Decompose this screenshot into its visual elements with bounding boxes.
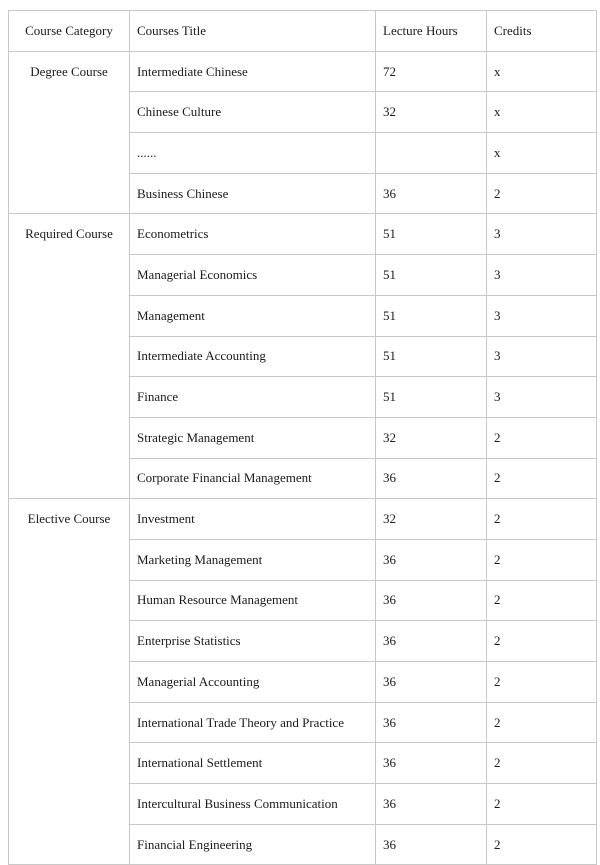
course-title-cell: International Settlement bbox=[130, 743, 376, 784]
course-title-cell: Investment bbox=[130, 499, 376, 540]
course-title-cell: Managerial Accounting bbox=[130, 662, 376, 703]
lecture-hours-cell: 51 bbox=[376, 377, 487, 418]
course-title-cell: International Trade Theory and Practice bbox=[130, 702, 376, 743]
course-title-cell: Human Resource Management bbox=[130, 580, 376, 621]
course-title-cell: Intercultural Business Communication bbox=[130, 784, 376, 825]
lecture-hours-cell: 32 bbox=[376, 499, 487, 540]
credits-cell: 2 bbox=[487, 580, 597, 621]
course-title-cell: Marketing Management bbox=[130, 539, 376, 580]
course-title-cell: Intermediate Chinese bbox=[130, 51, 376, 92]
credits-cell: x bbox=[487, 92, 597, 133]
credits-cell: 3 bbox=[487, 255, 597, 296]
header-course-category: Course Category bbox=[9, 11, 130, 52]
lecture-hours-cell: 36 bbox=[376, 824, 487, 865]
course-category-cell: Degree Course bbox=[9, 51, 130, 214]
credits-cell: 2 bbox=[487, 417, 597, 458]
credits-cell: 2 bbox=[487, 662, 597, 703]
lecture-hours-cell: 51 bbox=[376, 295, 487, 336]
course-title-cell: Intermediate Accounting bbox=[130, 336, 376, 377]
course-title-cell: Econometrics bbox=[130, 214, 376, 255]
course-title-cell: Management bbox=[130, 295, 376, 336]
header-courses-title: Courses Title bbox=[130, 11, 376, 52]
lecture-hours-cell: 36 bbox=[376, 173, 487, 214]
lecture-hours-cell: 72 bbox=[376, 51, 487, 92]
credits-cell: 2 bbox=[487, 702, 597, 743]
lecture-hours-cell: 36 bbox=[376, 784, 487, 825]
lecture-hours-cell: 32 bbox=[376, 92, 487, 133]
lecture-hours-cell: 36 bbox=[376, 743, 487, 784]
course-title-cell: Strategic Management bbox=[130, 417, 376, 458]
course-title-cell: ...... bbox=[130, 133, 376, 174]
lecture-hours-cell: 32 bbox=[376, 417, 487, 458]
table-row bbox=[9, 214, 597, 255]
lecture-hours-cell: 36 bbox=[376, 662, 487, 703]
lecture-hours-cell: 51 bbox=[376, 255, 487, 296]
lecture-hours-cell: 36 bbox=[376, 621, 487, 662]
credits-cell: 3 bbox=[487, 214, 597, 255]
table-body bbox=[9, 51, 597, 865]
course-table bbox=[8, 10, 597, 865]
course-title-cell: Managerial Economics bbox=[130, 255, 376, 296]
credits-cell: 2 bbox=[487, 621, 597, 662]
course-title-cell: Chinese Culture bbox=[130, 92, 376, 133]
credits-cell: 2 bbox=[487, 743, 597, 784]
credits-cell: 2 bbox=[487, 499, 597, 540]
header-row bbox=[9, 11, 597, 52]
header-lecture-hours: Lecture Hours bbox=[376, 11, 487, 52]
credits-cell: 3 bbox=[487, 295, 597, 336]
course-title-cell: Business Chinese bbox=[130, 173, 376, 214]
credits-cell: 2 bbox=[487, 173, 597, 214]
credits-cell: 2 bbox=[487, 458, 597, 499]
credits-cell: 2 bbox=[487, 539, 597, 580]
credits-cell: x bbox=[487, 133, 597, 174]
table-row bbox=[9, 51, 597, 92]
lecture-hours-cell: 51 bbox=[376, 336, 487, 377]
lecture-hours-cell: 36 bbox=[376, 702, 487, 743]
lecture-hours-cell: 51 bbox=[376, 214, 487, 255]
course-title-cell: Enterprise Statistics bbox=[130, 621, 376, 662]
credits-cell: 3 bbox=[487, 336, 597, 377]
course-title-cell: Finance bbox=[130, 377, 376, 418]
table-header bbox=[9, 11, 597, 52]
lecture-hours-cell: 36 bbox=[376, 539, 487, 580]
course-title-cell: Financial Engineering bbox=[130, 824, 376, 865]
course-title-cell: Corporate Financial Management bbox=[130, 458, 376, 499]
credits-cell: 2 bbox=[487, 784, 597, 825]
credits-cell: x bbox=[487, 51, 597, 92]
lecture-hours-cell bbox=[376, 133, 487, 174]
lecture-hours-cell: 36 bbox=[376, 580, 487, 621]
table-row bbox=[9, 499, 597, 540]
header-credits: Credits bbox=[487, 11, 597, 52]
course-category-cell: Elective Course bbox=[9, 499, 130, 865]
credits-cell: 2 bbox=[487, 824, 597, 865]
lecture-hours-cell: 36 bbox=[376, 458, 487, 499]
credits-cell: 3 bbox=[487, 377, 597, 418]
course-category-cell: Required Course bbox=[9, 214, 130, 499]
